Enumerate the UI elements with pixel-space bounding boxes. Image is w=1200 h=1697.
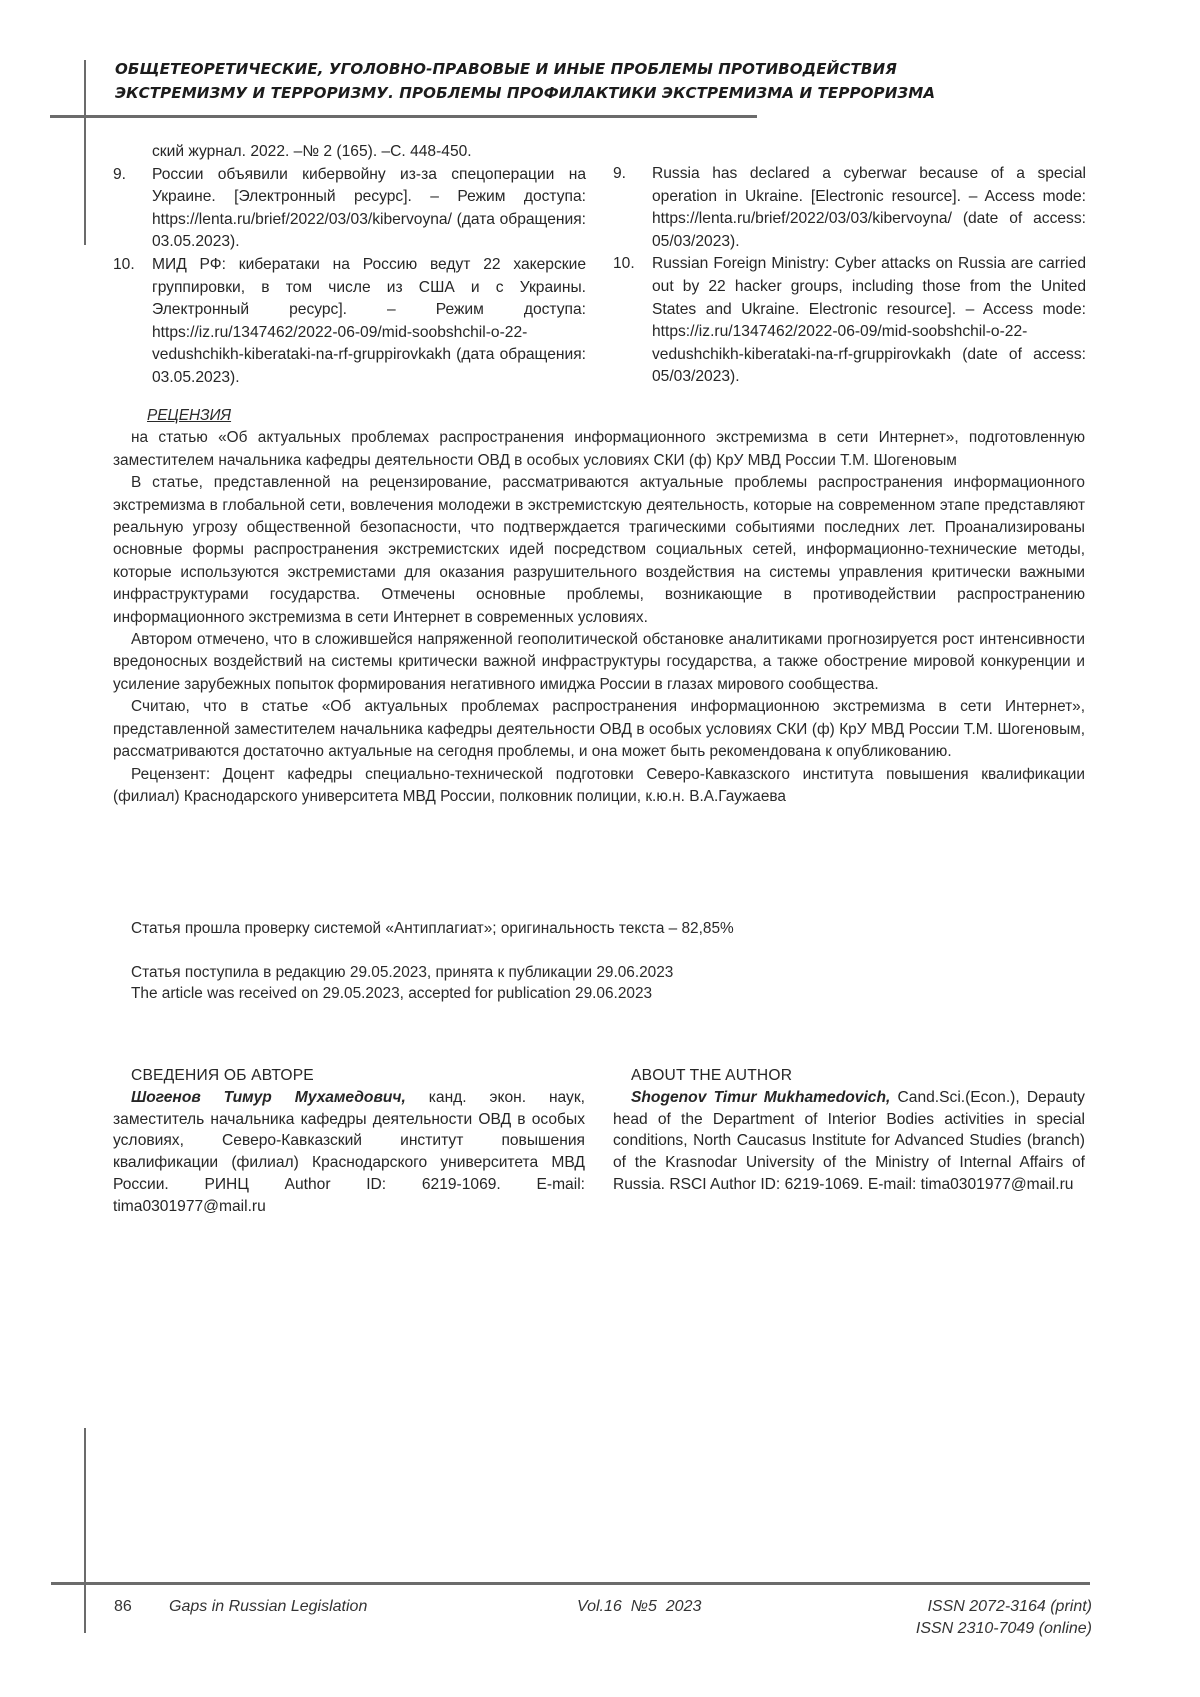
running-head-line-2: ЭКСТРЕМИЗМУ И ТЕРРОРИЗМУ. ПРОБЛЕМЫ ПРОФИЛАКТИКИ ЭКСТРЕМИЗМА И ТЕРРОРИЗМА — [115, 84, 936, 102]
received-ru: Статья поступила в редакцию 29.05.2023, принята к публикации 29.06.2023 — [131, 964, 674, 981]
journal-name: Gaps in Russian Legislation — [169, 1598, 368, 1615]
reference-number: 10. — [113, 255, 135, 273]
author-name-en: Shogenov Timur Mukhamedovich, — [631, 1088, 891, 1106]
antiplagiat-note: Статья прошла проверку системой «Антиплагиат»; оригинальность текста – 82,85% — [131, 920, 734, 937]
running-head-line-1: ОБЩЕТЕОРЕТИЧЕСКИЕ, УГОЛОВНО-ПРАВОВЫЕ И ИНЫЕ ПРОБЛЕМЫ ПРОТИВОДЕЙСТВИЯ — [115, 60, 897, 78]
review-section — [113, 405, 1085, 808]
reference-number: 9. — [613, 165, 627, 182]
header-rule — [50, 115, 757, 118]
review-title: РЕЦЕНЗИЯ — [147, 407, 232, 424]
references-ru — [113, 141, 586, 390]
author-info-en — [613, 1065, 1085, 1196]
page-number: 86 — [114, 1598, 132, 1615]
reference-text: Russia has declared a cyberwar because of a special operation in Ukraine. [Electronic resource]. – Access mode: https://lenta.ru/brief/2022/03/03/kibervoyna/ (date of access: 05/03/2023). — [652, 165, 1086, 250]
references-en — [613, 163, 1086, 389]
review-intro: на статью «Об актуальных проблемах распространения информационного экстремизма в сети Интернет», подготовленную заместителем начальника кафедры деятельности ОВД в особых условиях СКИ (ф) КрУ МВД России Т.М. Шогеновым — [113, 429, 1085, 469]
footer-rule — [51, 1582, 1090, 1585]
reference-text: России объявили кибервойну из-за спецоперации на Украине. [Электронный ресурс]. – Режим доступа: https://lenta.ru/brief/2022/03/03/kibervoyna/ (дата обращения: 03.05.2023). — [152, 165, 586, 251]
author-details-en: Cand.Sci.(Econ.), Depauty head of the Department of Interior Bodies activities in special conditions, North Caucasus Institute for Advanced Studies (branch) of the Krasnodar University of the Ministry of Internal Affairs of Russia. RSCI Author ID: 6219-1069. E-mail: tima0301977@mail.ru — [613, 1088, 1085, 1193]
author-heading-en: ABOUT THE AUTHOR — [631, 1067, 793, 1084]
issn-print: ISSN 2072-3164 (print) — [927, 1598, 1092, 1615]
received-en: The article was received on 29.05.2023, accepted for publication 29.06.2023 — [131, 985, 653, 1002]
author-info-ru — [113, 1065, 585, 1218]
issn-online: ISSN 2310-7049 (online) — [915, 1620, 1092, 1637]
reference-item — [613, 253, 1086, 389]
top-vertical-rule — [84, 60, 86, 245]
reference-text: Russian Foreign Ministry: Cyber attacks on Russia are carried out by 22 hacker groups, including those from the United States and Ukraine. Electronic resource]. – Access mode: https://iz.ru/1347462/2022-06-09/mid-soobshchil-o-22-vedushchikh-kiberataki-na-rf-gruppirovkakh (date of access: 05/03/2023). — [652, 255, 1086, 386]
reference-number: 10. — [613, 255, 635, 273]
review-paragraph: Считаю, что в статье «Об актуальных проблемах распространения информационною экстремизма в сети Интернет», представленной заместителем начальника кафедры деятельности ОВД в особых условиях СКИ (ф) КрУ МВД России Т.М. Шогеновым, рассматриваются достаточно актуальные на сегодня проблемы, и она может быть рекомендована к опубликованию. — [113, 698, 1085, 761]
author-heading-ru: СВЕДЕНИЯ ОБ АВТОРЕ — [131, 1067, 314, 1084]
reference-number: 9. — [113, 165, 127, 183]
reference-item — [613, 163, 1086, 253]
dates-note — [131, 962, 1031, 1004]
author-name-ru: Шогенов Тимур Мухамедович, — [131, 1088, 406, 1106]
running-head — [115, 57, 1095, 105]
reference-item — [113, 254, 586, 390]
review-paragraph: В статье, представленной на рецензирование, рассматриваются актуальные проблемы распространения информационного экстремизма в глобальной сети, вовлечения молодежи в экстремистскую деятельность, которые на современном этапе представляют реальную угрозу общественной безопасности, что подтверждается трагическими событиями последних лет. Проанализированы основные формы распространения экстремистских идей посредством социальных сетей, информационно-технические методы, которые используются экстремистами для оказания разрушительного воздействия на системы управления критически важными инфраструктурами государства. Отмечены основные проблемы, возникающие в противодействии распространению информационного экстремизма в сети Интернет в современных условиях. — [113, 474, 1085, 626]
author-body-ru — [113, 1087, 585, 1218]
reviewer-signature: Рецензент: Доцент кафедры специально-технической подготовки Северо-Кавказского института повышения квалификации (филиал) Краснодарского университета МВД России, полковник полиции, к.ю.н. В.А.Гаужаева — [113, 765, 1085, 805]
reference-continuation: ский журнал. 2022. –№ 2 (165). –С. 448-450. — [152, 143, 472, 160]
reference-item — [113, 164, 586, 254]
review-paragraph: Автором отмечено, что в сложившейся напряженной геополитической обстановке аналитиками прогнозируется рост интенсивности вредоносных воздействий на системы критически важной инфраструктуры государства, а также обострение мировой конкуренции и усиление зарубежных попыток формирования негативного имиджа России в глазах мирового сообщества. — [113, 631, 1085, 693]
volume-issue: Vol.16 №5 2023 — [577, 1598, 702, 1615]
issn-block — [916, 1596, 1092, 1640]
reference-text: МИД РФ: кибератаки на Россию ведут 22 хакерские группировки, в том числе из США и с Украины. Электронный ресурс]. – Режим доступа: https://iz.ru/1347462/2022-06-09/mid-soobshchil-o-22-vedushchikh-kiberataki-na-rf-gruppirovkakh (дата обращения: 03.05.2023). — [152, 255, 586, 386]
bottom-vertical-rule — [84, 1428, 86, 1633]
author-details-ru: канд. экон. наук, заместитель начальника кафедры деятельности ОВД в особых условиях, Северо-Кавказский институт повышения квалификации (филиал) Краснодарского университета МВД России. РИНЦ Author ID: 6219-1069. E-mail: tima0301977@mail.ru — [113, 1088, 586, 1215]
author-body-en — [613, 1087, 1085, 1196]
